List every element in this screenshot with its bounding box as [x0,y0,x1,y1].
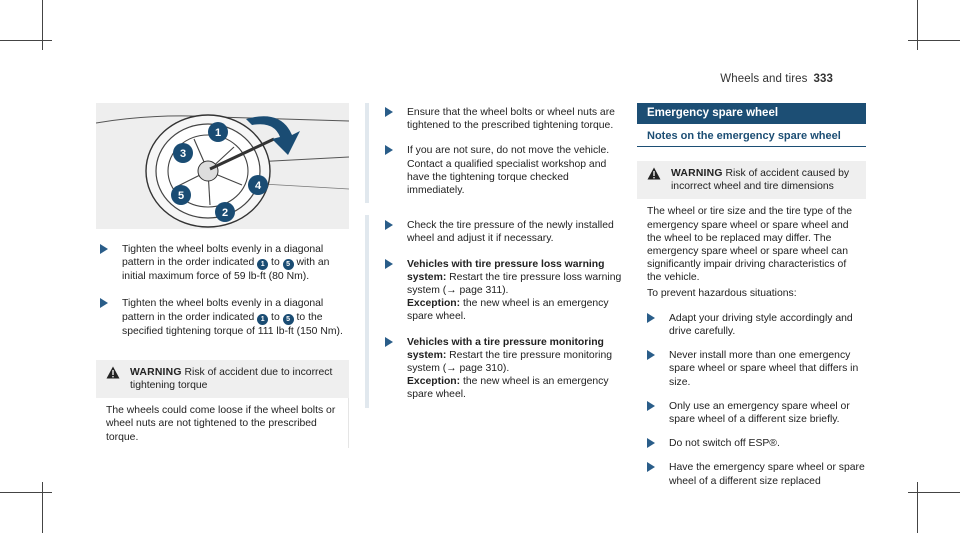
warning-header [637,161,866,199]
crop-mark [0,492,52,493]
step-text: Tighten the wheel bolts evenly in a diagonal pattern in the order indicated [122,244,324,269]
warning-triangle-icon [647,167,661,180]
callout-4: 4 [254,180,262,192]
crop-mark [917,0,918,50]
column-middle [365,103,623,408]
callout-badge: 1 [257,259,268,270]
step-item [643,312,866,338]
step-arrow-icon [385,107,393,117]
warning-label: WARNING [130,366,182,378]
subsection-title: Notes on the emergency spare wheel [637,127,866,147]
step-text: with an initial maximum force of 59 lb-ft (80 Nm). [122,257,330,283]
step-text: the new wheel is an emergency spare wheel. [407,376,609,401]
warning-body: The wheel or tire size and the tire type of the emergency spare wheel or spare wheel and the wheel to be replaced may differ. The emergency spare wheel or spare wheel can significantly impair driving characteristics of the vehicle. [647,206,853,284]
step-arrow-icon [385,145,393,155]
callout-2: 2 [221,207,229,219]
step-item [381,144,623,197]
step-item [381,106,623,132]
step-arrow-icon [100,298,108,308]
warning-title: Risk of accident due to incorrect tightening torque [130,366,333,392]
step-arrow-icon [647,401,655,411]
step-text: Restart the tire pressure monitoring system (→ page 310). [407,349,613,375]
step-item [96,243,349,283]
crop-mark [908,492,960,493]
wheel-illustration [96,103,349,229]
step-item [381,219,623,245]
step-item [381,258,623,324]
step-arrow-icon [385,337,393,347]
step-text: Only use an emergency spare wheel or spare wheel of a different size briefly. [669,400,850,426]
step-text: Check the tire pressure of the newly installed wheel and adjust it if necessary. [407,220,614,245]
page-number: 333 [813,73,833,85]
step-text: If you are not sure, do not move the vehicle. Contact a qualified specialist workshop and have the tightening torque checked immediately. [407,145,610,197]
col2-steps-group-2 [365,215,623,407]
step-item [643,349,866,389]
warning-box [637,161,866,300]
callout-badge: 5 [283,314,294,325]
warning-body: The wheels could come loose if the wheel bolts or wheel nuts are not tightened to the prescribed torque. [96,398,349,448]
step-text: to [268,257,283,269]
step-text: Ensure that the wheel bolts or wheel nuts are tightened to the prescribed tightening torque. [407,107,615,132]
header-section: Wheels and tires [720,73,808,85]
column-left [96,103,349,448]
step-exception-label: Exception: [407,298,461,310]
step-item [96,297,349,337]
step-arrow-icon [100,244,108,254]
step-item [381,336,623,402]
step-arrow-icon [647,462,655,472]
step-text: the new wheel is an emergency spare wheel. [407,298,609,323]
step-item [643,461,866,487]
crop-mark [0,40,52,41]
step-arrow-icon [385,259,393,269]
callout-badge: 1 [257,314,268,325]
warning-label: WARNING [671,168,723,179]
col2-steps-group-1 [365,103,623,203]
step-arrow-icon [385,220,393,230]
step-heading: Vehicles with tire pressure loss warning system: [407,258,605,283]
section-title: Emergency spare wheel [637,103,866,124]
step-text: Adapt your driving style accordingly and drive carefully. [669,312,853,338]
step-text: Never install more than one emergency spare wheel or spare wheel that differs in size. [669,350,859,388]
step-arrow-icon [647,438,655,448]
crop-mark [908,40,960,41]
step-text: to the specified tightening torque of 111 lb-ft (150 Nm). [122,311,343,337]
step-text: Do not switch off ESP®. [669,438,780,450]
step-item [643,437,866,450]
warning-box [96,360,349,448]
step-arrow-icon [647,313,655,323]
column-right [637,103,866,488]
warning-header [96,360,349,398]
col3-steps [637,312,866,488]
step-arrow-icon [647,350,655,360]
crop-mark [42,482,43,533]
step-text: Have the emergency spare wheel or spare wheel of a different size replaced [669,462,865,487]
crop-mark [917,482,918,533]
callout-5: 5 [177,190,185,202]
step-text: Restart the tire pressure loss warning system (→ page 311). [407,271,622,297]
callout-1: 1 [214,127,222,139]
step-text: to [268,311,283,323]
wheel-bolt-diagram [96,103,349,229]
step-item [643,400,866,426]
col1-steps [96,243,349,344]
step-heading: Vehicles with a tire pressure monitoring system: [407,336,604,361]
warning-body: To prevent hazardous situations: [647,287,797,299]
step-text: Tighten the wheel bolts evenly in a diagonal pattern in the order indicated [122,298,324,323]
step-exception-label: Exception: [407,376,461,388]
callout-badge: 5 [283,259,294,270]
warning-triangle-icon [106,366,120,379]
callout-3: 3 [179,148,187,160]
crop-mark [42,0,43,50]
warning-title: Risk of accident caused by incorrect wheel and tire dimensions [671,168,850,193]
running-header [720,73,833,85]
